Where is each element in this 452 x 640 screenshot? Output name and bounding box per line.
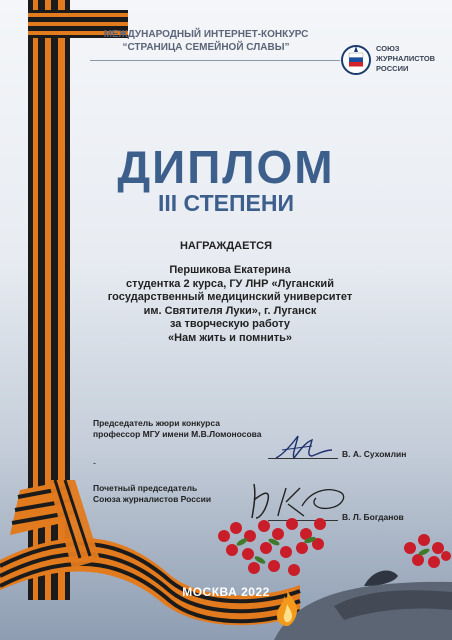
journalists-union-logo-icon: [340, 44, 372, 76]
recipient-line: за творческую работу: [169, 318, 291, 330]
org-line2: ЖУРНАЛИСТОВ: [376, 54, 436, 63]
recipient-line: им. Святителя Луки», г. Луганск: [143, 304, 317, 317]
jury-chair-signature-line: [268, 458, 338, 459]
jury-chair-role-line1: Председатель жюри конкурса: [93, 418, 220, 428]
awarded-label: НАГРАЖДАЕТСЯ: [179, 240, 273, 252]
jury-chair-role: [93, 418, 262, 440]
contest-header-line2: “СТРАНИЦА СЕМЕЙНОЙ СЛАВЫ”: [122, 42, 290, 53]
honorary-chair-role-line1: Почетный председатель: [93, 483, 198, 493]
contest-header-line1: МЕЖДУНАРОДНЫЙ ИНТЕРНЕТ-КОНКУРС: [103, 29, 309, 40]
journalists-union-name: [376, 44, 435, 74]
honorary-chair-name: В. Л. Богданов: [342, 512, 404, 522]
recipient-details: [80, 264, 380, 345]
header-divider: [90, 60, 340, 61]
diploma-title: ДИПЛОМ: [117, 141, 335, 193]
memorial-flowers-image: [214, 510, 452, 640]
recipient-line: студентка 2 курса, ГУ ЛНР «Луганский: [126, 277, 334, 290]
jury-chair-name: В. А. Сухомлин: [342, 449, 407, 459]
jury-chair-signature: [272, 432, 342, 464]
diploma-degree: III СТЕПЕНИ: [157, 190, 294, 216]
org-line1: СОЮЗ: [376, 44, 400, 53]
recipient-line: государственный медицинский университет: [107, 291, 353, 303]
recipient-line: Першикова Екатерина: [169, 264, 291, 276]
jury-chair-role-line2: профессор МГУ имени М.В.Ломоносова: [93, 429, 262, 439]
contest-header: [96, 28, 316, 54]
honorary-chair-role-line2: Союза журналистов России: [93, 494, 212, 504]
city-year: МОСКВА 2022: [182, 585, 270, 599]
honorary-chair-role: [93, 483, 211, 505]
separator-dash: -: [93, 458, 96, 468]
org-line3: РОССИИ: [376, 64, 409, 73]
recipient-line: «Нам жить и помнить»: [168, 331, 292, 344]
